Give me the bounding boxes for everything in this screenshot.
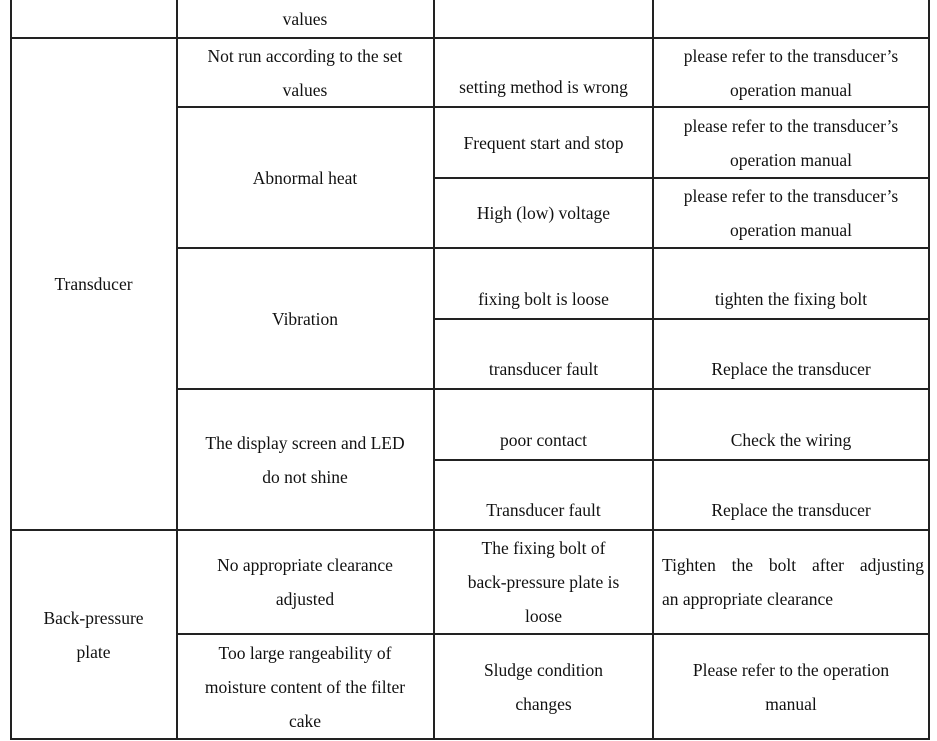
cell-text: changes <box>515 693 572 714</box>
cell-text: values <box>282 8 328 29</box>
cell-text: The display screen and LED <box>205 432 405 453</box>
cell-text: Transducer <box>54 274 133 294</box>
cell-text: operation manual <box>730 220 852 240</box>
cell-text: manual <box>765 693 817 714</box>
cell-text: The fixing bolt of <box>481 538 606 558</box>
solution-cell-tighten-after-adjusting <box>654 531 928 633</box>
cell-text: Vibration <box>271 308 339 329</box>
cell-text: Please refer to the operation <box>692 659 890 680</box>
cell-text: Replace the transducer <box>711 359 871 379</box>
fault-cell-vibration <box>177 249 433 388</box>
cell-text: poor contact <box>500 430 587 450</box>
cell-text: do not shine <box>262 466 348 487</box>
cell-text: Frequent start and stop <box>463 132 624 153</box>
component-cell-back-pressure-plate <box>11 531 176 738</box>
cell-text: adjusted <box>275 589 335 609</box>
cause-cell-setting-method <box>435 39 652 106</box>
cell-text: loose <box>525 606 562 626</box>
cell-text: moisture content of the filter <box>204 676 406 697</box>
cell-text: transducer fault <box>488 359 599 379</box>
cell-text: Tighten the bolt after adjusting <box>662 555 924 575</box>
fault-cell-not-run <box>177 39 433 106</box>
table-rule <box>10 738 930 740</box>
cell-text: values <box>282 79 328 100</box>
cell-text: Sludge condition <box>483 659 604 680</box>
cell-text: operation manual <box>730 149 852 170</box>
cell-text: please refer to the transducer’s <box>683 115 899 136</box>
table-rule <box>928 0 930 740</box>
solution-cell-tighten-bolt <box>654 249 928 318</box>
fault-cell-display-screen <box>177 390 433 529</box>
cell-text: back-pressure plate is <box>467 572 620 592</box>
cell-text: plate <box>76 641 111 662</box>
solution-cell-check-wiring <box>654 390 928 459</box>
cell-text: No appropriate clearance <box>217 555 393 575</box>
cell-text: Transducer fault <box>486 500 601 520</box>
cell-text: fixing bolt is loose <box>478 289 609 309</box>
cell-text: Back-pressure <box>43 607 144 628</box>
cell-text: Abnormal heat <box>252 167 358 188</box>
cause-cell-sludge-condition <box>435 635 652 738</box>
cell-text: Replace the transducer <box>711 500 871 520</box>
cause-cell-voltage <box>435 179 652 247</box>
solution-cell-replace-transducer-2 <box>654 461 928 529</box>
cause-cell-poor-contact <box>435 390 652 459</box>
cell-text: Check the wiring <box>730 430 852 450</box>
cell-text: High (low) voltage <box>476 203 611 223</box>
cell-text: Too large rangeability of <box>218 642 392 663</box>
cell-text: please refer to the transducer’s <box>683 186 899 206</box>
component-cell-transducer <box>11 39 176 529</box>
cell-text: tighten the fixing bolt <box>714 289 868 309</box>
cell-text: Not run according to the set <box>207 45 403 66</box>
solution-cell-replace-transducer <box>654 320 928 388</box>
solution-cell-operation-manual <box>654 635 928 738</box>
cause-cell-transducer-fault-2 <box>435 461 652 529</box>
fault-cell-clearance <box>177 531 433 633</box>
cause-cell-bolt-loose <box>435 249 652 318</box>
fault-cell-abnormal-heat <box>177 108 433 247</box>
cause-cell-plate-bolt-loose <box>435 531 652 633</box>
solution-cell-voltage <box>654 179 928 247</box>
cell-text: setting method is wrong <box>459 77 628 97</box>
solution-cell-not-run <box>654 39 928 106</box>
cell-text: please refer to the transducer’s <box>683 45 899 66</box>
solution-cell-frequent-start <box>654 108 928 177</box>
fault-cell-moisture <box>177 635 433 738</box>
cell-text: cake <box>288 710 322 731</box>
cause-cell-transducer-fault <box>435 320 652 388</box>
cell-text: an appropriate clearance <box>662 589 833 609</box>
cell-text: operation manual <box>730 79 852 100</box>
fault-cell-values-continuation <box>177 0 433 37</box>
cause-cell-frequent-start <box>435 108 652 177</box>
